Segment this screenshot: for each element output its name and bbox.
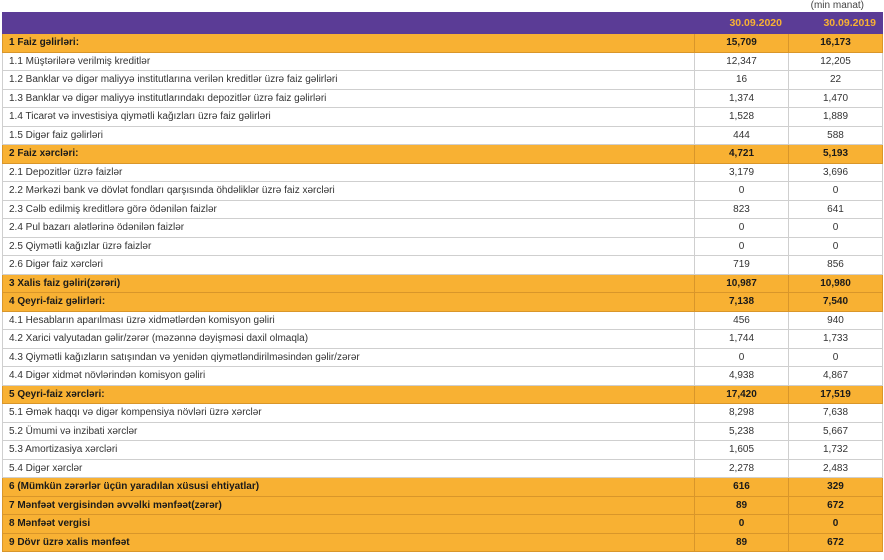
row-label: 1.5 Digər faiz gəlirləri	[3, 126, 695, 145]
table-row	[3, 108, 883, 127]
row-label: 4 Qeyri-faiz gəlirləri:	[3, 293, 695, 312]
value-2019: 7,638	[789, 404, 883, 423]
row-label: 9 Dövr üzrə xalis mənfəət	[3, 533, 695, 552]
value-2020: 89	[695, 496, 789, 515]
table-row-total	[3, 274, 883, 293]
value-2019: 7,540	[789, 293, 883, 312]
value-2019: 22	[789, 71, 883, 90]
row-label: 1.2 Banklar və digər maliyyə institutlarına verilən kreditlər üzrə faiz gəlirləri	[3, 71, 695, 90]
value-2020: 17,420	[695, 385, 789, 404]
value-2020: 4,938	[695, 367, 789, 386]
table-row-total	[3, 515, 883, 534]
table-row	[3, 441, 883, 460]
row-label: 2.6 Digər faiz xərcləri	[3, 256, 695, 275]
value-2020: 1,744	[695, 330, 789, 349]
table-row	[3, 126, 883, 145]
row-label: 1 Faiz gəlirləri:	[3, 34, 695, 53]
table-row	[3, 404, 883, 423]
header-current-period: 30.09.2020	[695, 13, 789, 34]
value-2019: 1,889	[789, 108, 883, 127]
table-row	[3, 219, 883, 238]
value-2020: 1,605	[695, 441, 789, 460]
table-row	[3, 237, 883, 256]
value-2019: 1,732	[789, 441, 883, 460]
row-label: 4.2 Xarici valyutadan gəlir/zərər (məzənnə dəyişməsi daxil olmaqla)	[3, 330, 695, 349]
value-2020: 8,298	[695, 404, 789, 423]
value-2019: 672	[789, 533, 883, 552]
row-label: 5.2 Ümumi və inzibati xərclər	[3, 422, 695, 441]
table-row	[3, 182, 883, 201]
row-label: 7 Mənfəət vergisindən əvvəlki mənfəət(zərər)	[3, 496, 695, 515]
value-2020: 2,278	[695, 459, 789, 478]
table-row-total	[3, 478, 883, 497]
value-2019: 0	[789, 348, 883, 367]
value-2019: 2,483	[789, 459, 883, 478]
table-header-row	[3, 13, 883, 34]
row-label: 5.1 Əmək haqqı və digər kompensiya növləri üzrə xərclər	[3, 404, 695, 423]
value-2020: 15,709	[695, 34, 789, 53]
value-2020: 5,238	[695, 422, 789, 441]
value-2019: 0	[789, 219, 883, 238]
value-2019: 3,696	[789, 163, 883, 182]
row-label: 6 (Mümkün zərərlər üçün yaradılan xüsusi ehtiyatlar)	[3, 478, 695, 497]
table-row	[3, 459, 883, 478]
value-2020: 0	[695, 182, 789, 201]
value-2019: 1,733	[789, 330, 883, 349]
table-row	[3, 367, 883, 386]
row-label: 2.1 Depozitlər üzrə faizlər	[3, 163, 695, 182]
table-row	[3, 330, 883, 349]
value-2020: 1,528	[695, 108, 789, 127]
table-row	[3, 422, 883, 441]
table-row	[3, 163, 883, 182]
row-label: 2.4 Pul bazarı alətlərinə ödənilən faizlər	[3, 219, 695, 238]
table-row	[3, 256, 883, 275]
table-row	[3, 311, 883, 330]
value-2019: 16,173	[789, 34, 883, 53]
table-row	[3, 200, 883, 219]
value-2019: 588	[789, 126, 883, 145]
value-2019: 0	[789, 182, 883, 201]
value-2020: 456	[695, 311, 789, 330]
table-row-total	[3, 34, 883, 53]
value-2020: 0	[695, 219, 789, 238]
value-2019: 0	[789, 515, 883, 534]
value-2020: 4,721	[695, 145, 789, 164]
value-2019: 5,193	[789, 145, 883, 164]
table-row	[3, 348, 883, 367]
row-label: 4.3 Qiymətli kağızların satışından və yenidən qiymətləndirilməsindən gəlir/zərər	[3, 348, 695, 367]
row-label: 2.2 Mərkəzi bank və dövlət fondları qarşısında öhdəliklər üzrə faiz xərcləri	[3, 182, 695, 201]
table-row-total	[3, 533, 883, 552]
table-row-total	[3, 293, 883, 312]
value-2020: 7,138	[695, 293, 789, 312]
value-2019: 1,470	[789, 89, 883, 108]
row-label: 8 Mənfəət vergisi	[3, 515, 695, 534]
value-2019: 4,867	[789, 367, 883, 386]
value-2020: 0	[695, 237, 789, 256]
value-2020: 823	[695, 200, 789, 219]
table-row	[3, 52, 883, 71]
row-label: 4.1 Hesabların aparılması üzrə xidmətlərdən komisyon gəliri	[3, 311, 695, 330]
value-2020: 12,347	[695, 52, 789, 71]
value-2020: 719	[695, 256, 789, 275]
value-2020: 0	[695, 515, 789, 534]
table-row	[3, 89, 883, 108]
value-2019: 17,519	[789, 385, 883, 404]
value-2020: 616	[695, 478, 789, 497]
value-2019: 10,980	[789, 274, 883, 293]
row-label: 4.4 Digər xidmət növlərindən komisyon gəliri	[3, 367, 695, 386]
table-row	[3, 71, 883, 90]
row-label: 2 Faiz xərcləri:	[3, 145, 695, 164]
value-2020: 16	[695, 71, 789, 90]
value-2020: 89	[695, 533, 789, 552]
value-2020: 0	[695, 348, 789, 367]
table-row-total	[3, 385, 883, 404]
unit-label: (min manat)	[810, 0, 864, 11]
value-2019: 641	[789, 200, 883, 219]
row-label: 1.1 Müştərilərə verilmiş kreditlər	[3, 52, 695, 71]
value-2020: 3,179	[695, 163, 789, 182]
table-row-total	[3, 145, 883, 164]
row-label: 3 Xalis faiz gəliri(zərəri)	[3, 274, 695, 293]
income-statement-table	[2, 12, 883, 552]
row-label: 2.3 Cəlb edilmiş kreditlərə görə ödənilən faizlər	[3, 200, 695, 219]
value-2019: 672	[789, 496, 883, 515]
table-body	[3, 34, 883, 552]
value-2019: 5,667	[789, 422, 883, 441]
value-2019: 0	[789, 237, 883, 256]
value-2020: 10,987	[695, 274, 789, 293]
header-label-cell	[3, 13, 695, 34]
value-2019: 940	[789, 311, 883, 330]
value-2020: 444	[695, 126, 789, 145]
table-row-total	[3, 496, 883, 515]
row-label: 5 Qeyri-faiz xərcləri:	[3, 385, 695, 404]
row-label: 5.4 Digər xərclər	[3, 459, 695, 478]
value-2019: 329	[789, 478, 883, 497]
row-label: 2.5 Qiymətli kağızlar üzrə faizlər	[3, 237, 695, 256]
row-label: 1.4 Ticarət və investisiya qiymətli kağızları üzrə faiz gəlirləri	[3, 108, 695, 127]
row-label: 5.3 Amortizasiya xərcləri	[3, 441, 695, 460]
header-previous-period: 30.09.2019	[789, 13, 883, 34]
value-2019: 12,205	[789, 52, 883, 71]
value-2019: 856	[789, 256, 883, 275]
value-2020: 1,374	[695, 89, 789, 108]
row-label: 1.3 Banklar və digər maliyyə institutlarındakı depozitlər üzrə faiz gəlirləri	[3, 89, 695, 108]
